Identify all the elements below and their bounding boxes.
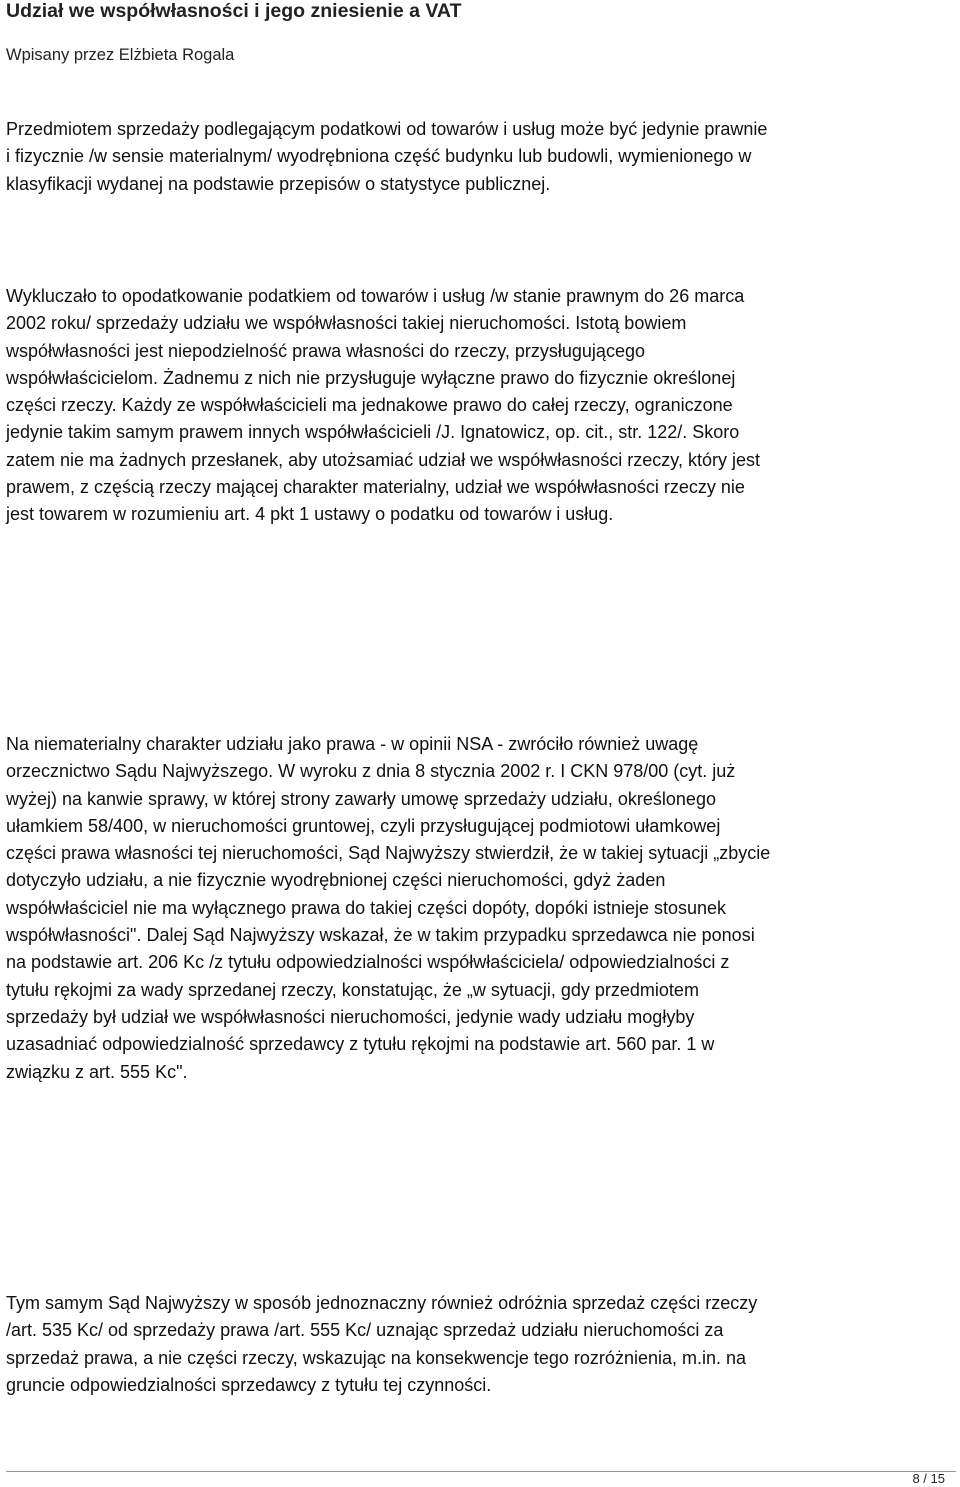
paragraph-line: współwłasności jest niepodzielność prawa własności do rzeczy, przysługującego xyxy=(6,340,645,361)
paragraph-line: współwłasności". Dalej Sąd Najwyższy wskazał, że w takim przypadku sprzedawca nie ponosi xyxy=(6,925,755,946)
paragraph-line: zatem nie ma żadnych przesłanek, aby utożsamiać udział we współwłasności rzeczy, który jest xyxy=(6,449,760,470)
author-byline: Wpisany przez Elżbieta Rogala xyxy=(6,46,235,64)
paragraph-line: tytułu rękojmi za wady sprzedanej rzeczy, konstatując, że „w sytuacji, gdy przedmiotem xyxy=(6,979,699,1000)
paragraph-line: ułamkiem 58/400, w nieruchomości gruntowej, czyli przysługującej podmiotowi ułamkowej xyxy=(6,815,721,836)
paragraph-line: jest towarem w rozumieniu art. 4 pkt 1 ustawy o podatku od towarów i usług. xyxy=(6,504,614,525)
paragraph-line: współwłaściciel nie ma wyłącznego prawa do takiej części dopóty, dopóki istnieje stosunek xyxy=(6,897,727,918)
paragraph xyxy=(6,283,956,529)
paragraph-line: 2002 roku/ sprzedaży udziału we współwłasności takiej nieruchomości. Istotą bowiem xyxy=(6,313,687,334)
paragraph-line: prawem, z częścią rzeczy mającej charakter materialny, udział we współwłasności rzeczy nie xyxy=(6,477,745,498)
paragraph xyxy=(6,1290,956,1399)
page-title: Udział we współwłasności i jego zniesienie a VAT xyxy=(6,0,462,22)
paragraph-line: sprzedaż prawa, a nie części rzeczy, wskazując na konsekwencje tego rozróżnienia, m.in. na xyxy=(6,1347,747,1368)
page-number: 8 / 15 xyxy=(912,1471,945,1486)
paragraph-line: Wykluczało to opodatkowanie podatkiem od towarów i usług /w stanie prawnym do 26 marca xyxy=(6,286,745,306)
paragraph-line: uzasadniać odpowiedzialność sprzedawcy z tytułu rękojmi na podstawie art. 560 par. 1 w xyxy=(6,1034,715,1055)
paragraph-line: współwłaścicielom. Żadnemu z nich nie przysługuje wyłączne prawo do fizycznie określonej xyxy=(6,367,736,388)
paragraph-line: na podstawie art. 206 Kc /z tytułu odpowiedzialności współwłaściciela/ odpowiedzialności z xyxy=(6,952,730,973)
paragraph-line: i fizycznie /w sensie materialnym/ wyodrębniona część budynku lub budowli, wymienionego w xyxy=(6,146,752,167)
paragraph-line: orzecznictwo Sądu Najwyższego. W wyroku z dnia 8 stycznia 2002 r. I CKN 978/00 (cyt. już xyxy=(6,761,736,782)
paragraph xyxy=(6,116,956,198)
footer-divider xyxy=(6,1471,956,1472)
paragraph-line: klasyfikacji wydanej na podstawie przepisów o statystyce publicznej. xyxy=(6,173,551,194)
paragraph-line: części prawa własności tej nieruchomości, Sąd Najwyższy stwierdził, że w takiej sytuacji „zbycie xyxy=(6,843,771,864)
paragraph-line: sprzedaży był udział we współwłasności nieruchomości, jedynie wady udziału mogłyby xyxy=(6,1006,695,1027)
paragraph-line: gruncie odpowiedzialności sprzedawcy z tytułu tej czynności. xyxy=(6,1374,492,1395)
paragraph xyxy=(6,731,956,1086)
paragraph-line: Przedmiotem sprzedaży podlegającym podatkowi od towarów i usług może być jedynie prawnie xyxy=(6,119,768,139)
paragraph-line: /art. 535 Kc/ od sprzedaży prawa /art. 555 Kc/ uznając sprzedaż udziału nieruchomości za xyxy=(6,1320,724,1341)
paragraph-line: części rzeczy. Każdy ze współwłaścicieli ma jednakowe prawo do całej rzeczy, ograniczone xyxy=(6,395,733,416)
paragraph-line: jedynie takim samym prawem innych współwłaścicieli /J. Ignatowicz, op. cit., str. 122/. Skoro xyxy=(6,422,740,443)
paragraph-line: związku z art. 555 Kc". xyxy=(6,1061,188,1082)
paragraph-line: Tym samym Sąd Najwyższy w sposób jednoznaczny również odróżnia sprzedaż części rzeczy xyxy=(6,1293,758,1313)
paragraph-line: Na niematerialny charakter udziału jako prawa - w opinii NSA - zwróciło również uwagę xyxy=(6,734,699,754)
paragraph-line: wyżej) na kanwie sprawy, w której strony zawarły umowę sprzedaży udziału, określonego xyxy=(6,788,716,809)
paragraph-line: dotyczyło udziału, a nie fizycznie wyodrębnionej części nieruchomości, gdyż żaden xyxy=(6,870,666,891)
